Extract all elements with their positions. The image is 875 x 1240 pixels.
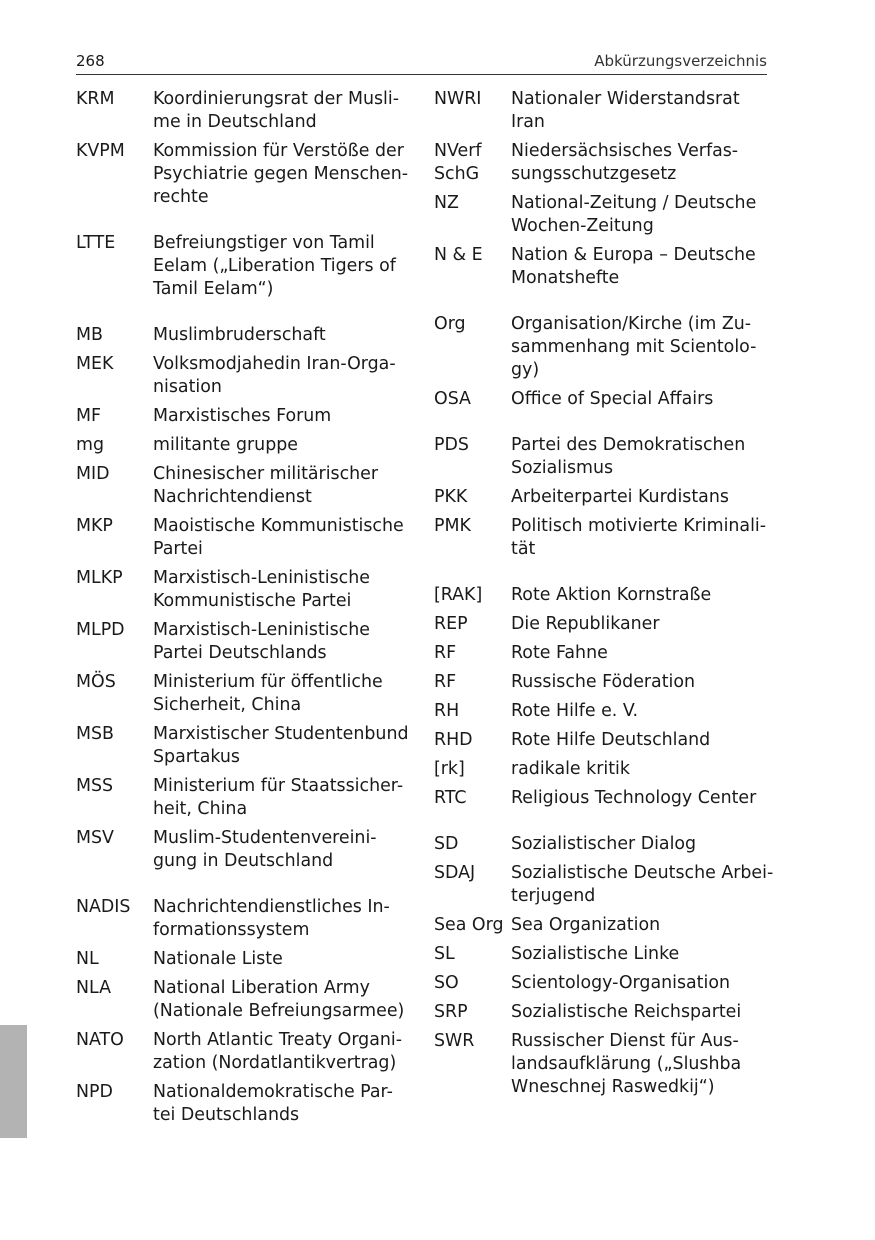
abbreviation-definition: Muslimbruderschaft bbox=[153, 325, 326, 345]
abbreviation: mg bbox=[76, 435, 104, 455]
abbreviation-definition: National Liberation Army (Nationale Befreiungsarmee) bbox=[153, 978, 405, 1021]
abbreviation: REP bbox=[434, 614, 468, 634]
abbreviation: PDS bbox=[434, 435, 469, 455]
left-column bbox=[76, 88, 411, 1133]
abbreviation: OSA bbox=[434, 389, 471, 409]
abbreviation-entry bbox=[434, 434, 774, 480]
abbreviation: [RAK] bbox=[434, 585, 483, 605]
abbreviation-entry bbox=[434, 700, 774, 723]
abbreviation-definition: Religious Technology Center bbox=[511, 788, 757, 808]
abbreviation-entry bbox=[434, 862, 774, 908]
abbreviation-definition: North Atlantic Treaty Organi- zation (Nordatlantikvertrag) bbox=[153, 1030, 403, 1073]
right-column bbox=[434, 88, 774, 1105]
abbreviation: Org bbox=[434, 314, 466, 334]
abbreviation: NL bbox=[76, 949, 99, 969]
abbreviation: NVerf SchG bbox=[434, 141, 482, 184]
abbreviation: NLA bbox=[76, 978, 111, 998]
abbreviation-entry bbox=[76, 434, 411, 457]
abbreviation-entry bbox=[76, 619, 411, 665]
abbreviation: SO bbox=[434, 973, 459, 993]
abbreviation-definition: Office of Special Affairs bbox=[511, 389, 714, 409]
abbreviation-entry bbox=[76, 1029, 411, 1075]
abbreviation-entry bbox=[434, 192, 774, 238]
abbreviation: RH bbox=[434, 701, 460, 721]
abbreviation-definition: Russische Föderation bbox=[511, 672, 696, 692]
thumb-index-tab bbox=[0, 1025, 27, 1138]
abbreviation-definition: Koordinierungsrat der Musli- me in Deutschland bbox=[153, 89, 399, 132]
abbreviation-entry bbox=[76, 567, 411, 613]
abbreviation-entry bbox=[434, 313, 774, 382]
abbreviation: MID bbox=[76, 464, 110, 484]
abbreviation: RTC bbox=[434, 788, 467, 808]
abbreviation-definition: Sozialistischer Dialog bbox=[511, 834, 697, 854]
abbreviation-definition: Rote Hilfe e. V. bbox=[511, 701, 639, 721]
abbreviation: Sea Org bbox=[434, 915, 504, 935]
abbreviation-entry bbox=[76, 827, 411, 873]
abbreviation: KRM bbox=[76, 89, 115, 109]
abbreviation-entry bbox=[76, 405, 411, 428]
abbreviation-definition: Sozialistische Linke bbox=[511, 944, 680, 964]
abbreviation-entry bbox=[434, 1001, 774, 1024]
abbreviation-definition: militante gruppe bbox=[153, 435, 298, 455]
abbreviation-entry bbox=[434, 914, 774, 937]
abbreviation-definition: Sozialistische Deutsche Arbei- terjugend bbox=[511, 863, 774, 906]
abbreviation-definition: Nachrichtendienstliches In- formationssystem bbox=[153, 897, 390, 940]
abbreviation: NPD bbox=[76, 1082, 113, 1102]
abbreviation: MEK bbox=[76, 354, 114, 374]
abbreviation-definition: Marxistischer Studentenbund Spartakus bbox=[153, 724, 409, 767]
running-title: Abkürzungsverzeichnis bbox=[594, 52, 767, 70]
abbreviation-definition: Sea Organization bbox=[511, 915, 661, 935]
abbreviation: NATO bbox=[76, 1030, 124, 1050]
abbreviation-entry bbox=[76, 463, 411, 509]
abbreviation: PKK bbox=[434, 487, 468, 507]
abbreviation-entry bbox=[76, 515, 411, 561]
abbreviation: RF bbox=[434, 672, 457, 692]
abbreviation-definition: Marxistisch-Leninistische Kommunistische Partei bbox=[153, 568, 370, 611]
abbreviation-entry bbox=[434, 88, 774, 134]
abbreviation: MLKP bbox=[76, 568, 123, 588]
abbreviation-entry bbox=[434, 140, 774, 186]
abbreviation-definition: Sozialistische Reichspartei bbox=[511, 1002, 742, 1022]
abbreviation-entry bbox=[76, 723, 411, 769]
abbreviation-entry bbox=[76, 671, 411, 717]
abbreviation: RHD bbox=[434, 730, 473, 750]
abbreviation-definition: Die Republikaner bbox=[511, 614, 660, 634]
abbreviation-entry bbox=[434, 729, 774, 752]
abbreviation-definition: Volksmodjahedin Iran-Orga- nisation bbox=[153, 354, 396, 397]
abbreviation-definition: Organisation/Kirche (im Zu- sammenhang mit Scientolo- gy) bbox=[511, 314, 757, 380]
abbreviation-entry bbox=[434, 972, 774, 995]
abbreviation: SL bbox=[434, 944, 455, 964]
abbreviation: MLPD bbox=[76, 620, 125, 640]
abbreviation: MÖS bbox=[76, 672, 116, 692]
abbreviation-entry bbox=[76, 896, 411, 942]
abbreviation-entry bbox=[434, 515, 774, 561]
abbreviation-definition: Chinesischer militärischer Nachrichtendienst bbox=[153, 464, 379, 507]
abbreviation-entry bbox=[76, 232, 411, 301]
abbreviation-entry bbox=[434, 1030, 774, 1099]
abbreviation-entry bbox=[76, 977, 411, 1023]
abbreviation-entry bbox=[76, 88, 411, 134]
abbreviation-definition: radikale kritik bbox=[511, 759, 630, 779]
abbreviation-definition: Niedersächsisches Verfas- sungsschutzgesetz bbox=[511, 141, 739, 184]
abbreviation-entry bbox=[434, 613, 774, 636]
abbreviation-definition: Scientology-Organisation bbox=[511, 973, 730, 993]
abbreviation: MB bbox=[76, 325, 103, 345]
abbreviation-definition: Maoistische Kommunistische Partei bbox=[153, 516, 404, 559]
abbreviation: PMK bbox=[434, 516, 471, 536]
abbreviation-entry bbox=[76, 1081, 411, 1127]
abbreviation-entry bbox=[434, 584, 774, 607]
abbreviation-definition: Ministerium für öffentliche Sicherheit, China bbox=[153, 672, 383, 715]
abbreviation: SRP bbox=[434, 1002, 468, 1022]
abbreviation-definition: Nationale Liste bbox=[153, 949, 283, 969]
abbreviation-entry bbox=[434, 642, 774, 665]
abbreviation: RF bbox=[434, 643, 457, 663]
abbreviation-definition: Russischer Dienst für Aus- landsaufklärung („Slushba Wneschnej Raswedkij“) bbox=[511, 1031, 742, 1097]
abbreviation: NADIS bbox=[76, 897, 131, 917]
abbreviation-entry bbox=[76, 140, 411, 209]
abbreviation: [rk] bbox=[434, 759, 465, 779]
abbreviation-entry bbox=[434, 388, 774, 411]
abbreviation: MSB bbox=[76, 724, 114, 744]
abbreviation-definition: Nationaler Widerstandsrat Iran bbox=[511, 89, 740, 132]
abbreviation-entry bbox=[76, 324, 411, 347]
abbreviation-entry bbox=[76, 775, 411, 821]
abbreviation-entry bbox=[434, 787, 774, 810]
abbreviation-entry bbox=[434, 758, 774, 781]
abbreviation-entry bbox=[434, 244, 774, 290]
abbreviation: KVPM bbox=[76, 141, 125, 161]
abbreviation: MKP bbox=[76, 516, 113, 536]
abbreviation: MF bbox=[76, 406, 102, 426]
abbreviation-definition: Arbeiterpartei Kurdistans bbox=[511, 487, 729, 507]
page-header bbox=[76, 50, 767, 75]
abbreviation-definition: Rote Fahne bbox=[511, 643, 608, 663]
abbreviation: NZ bbox=[434, 193, 459, 213]
abbreviation: MSS bbox=[76, 776, 114, 796]
page-number: 268 bbox=[76, 52, 105, 70]
abbreviation-definition: Marxistisch-Leninistische Partei Deutschlands bbox=[153, 620, 370, 663]
abbreviation-definition: Politisch motivierte Kriminali- tät bbox=[511, 516, 767, 559]
abbreviation-entry bbox=[76, 948, 411, 971]
abbreviation-entry bbox=[76, 353, 411, 399]
abbreviation: NWRI bbox=[434, 89, 482, 109]
abbreviation: SWR bbox=[434, 1031, 475, 1051]
abbreviation-definition: Rote Aktion Kornstraße bbox=[511, 585, 712, 605]
abbreviation: N & E bbox=[434, 245, 483, 265]
abbreviation-definition: Nation & Europa – Deutsche Monatshefte bbox=[511, 245, 756, 288]
abbreviation-definition: Marxistisches Forum bbox=[153, 406, 332, 426]
abbreviation-definition: Muslim-Studentenvereini- gung in Deutschland bbox=[153, 828, 377, 871]
abbreviation: SDAJ bbox=[434, 863, 476, 883]
abbreviation: LTTE bbox=[76, 233, 116, 253]
abbreviation-definition: Partei des Demokratischen Sozialismus bbox=[511, 435, 746, 478]
abbreviation-entry bbox=[434, 943, 774, 966]
abbreviation-entry bbox=[434, 486, 774, 509]
abbreviation-definition: Befreiungstiger von Tamil Eelam („Liberation Tigers of Tamil Eelam“) bbox=[153, 233, 396, 299]
abbreviation-definition: Kommission für Verstöße der Psychiatrie gegen Menschen- rechte bbox=[153, 141, 409, 207]
abbreviation-entry bbox=[434, 671, 774, 694]
abbreviation: SD bbox=[434, 834, 459, 854]
abbreviation: MSV bbox=[76, 828, 114, 848]
abbreviation-definition: Ministerium für Staatssicher- heit, China bbox=[153, 776, 404, 819]
abbreviation-definition: Rote Hilfe Deutschland bbox=[511, 730, 711, 750]
abbreviation-definition: Nationaldemokratische Par- tei Deutschlands bbox=[153, 1082, 393, 1125]
abbreviation-definition: National-Zeitung / Deutsche Wochen-Zeitung bbox=[511, 193, 757, 236]
abbreviation-entry bbox=[434, 833, 774, 856]
